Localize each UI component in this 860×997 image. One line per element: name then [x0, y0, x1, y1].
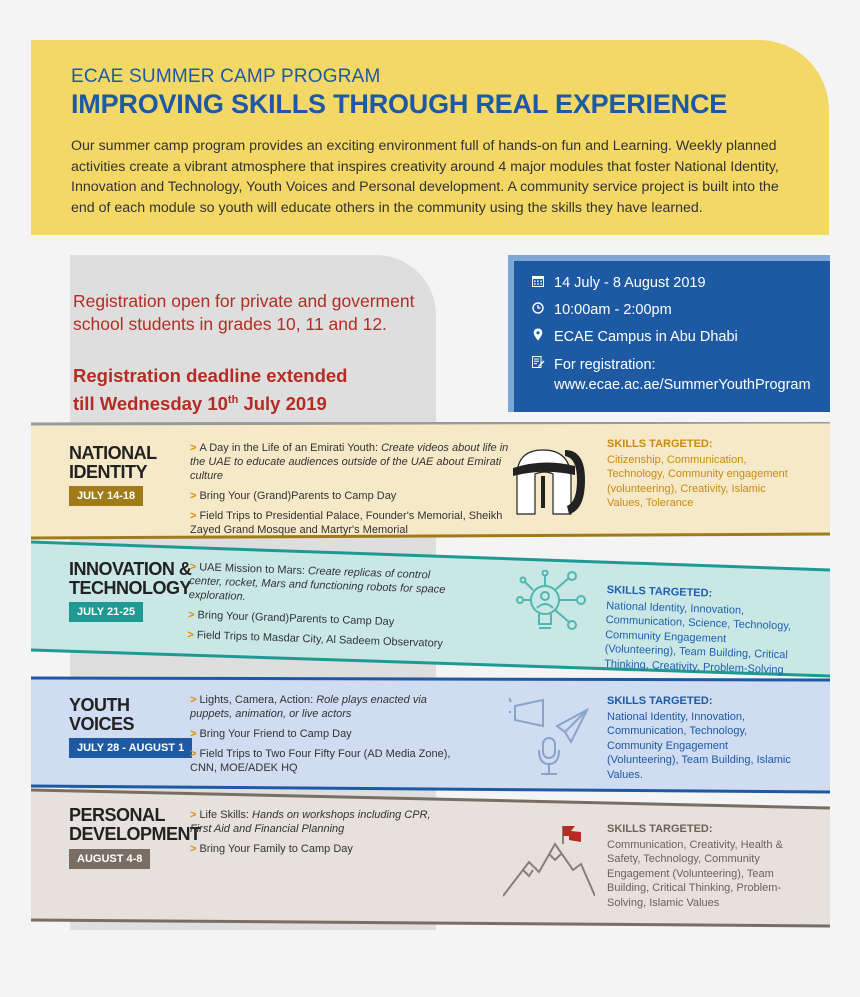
program-intro: Our summer camp program provides an exciting environment full of hands-on fun and Learning. Weekly planned activities create a vibrant atmosphere that inspires creativity around 4 major modules that foster National Identity, Innovation and Technology, Youth Voices and Personal development. A community service project is built into the end of each module so youth will educate others in the community using the skills they have learned. [71, 138, 779, 216]
header-panel [31, 40, 829, 235]
location-pin-icon [532, 328, 554, 347]
edit-form-icon [532, 355, 554, 374]
module-youth-voices [31, 676, 830, 796]
network-lightbulb-icon [515, 570, 587, 642]
module-national-identity [31, 422, 830, 540]
clock-icon [532, 301, 554, 320]
activity-item: > Life Skills: Hands on workshops including CPR, First Aid and Financial Planning [190, 809, 431, 835]
info-time-text: 10:00am - 2:00pm [554, 302, 672, 318]
activity-item: > Bring Your (Grand)Parents to Camp Day [190, 490, 397, 502]
activity-lead: Field Trips to Presidential Palace, Founder's Memorial, Sheikh Zayed Grand Mosque and Martyr's Memorial [190, 510, 503, 536]
skills-heading: SKILLS TARGETED: [607, 438, 713, 450]
module-title [69, 560, 191, 598]
module-activities [190, 808, 450, 862]
module-skills [604, 583, 797, 678]
module-title [69, 806, 201, 844]
info-dates [532, 274, 830, 293]
activity-item: > Field Trips to Presidential Palace, Founder's Memorial, Sheikh Zayed Grand Mosque and Martyr's Memorial [190, 510, 503, 536]
activity-lead: UAE Mission to Mars: [198, 561, 309, 578]
activity-lead: Bring Your (Grand)Parents to Camp Day [197, 609, 395, 629]
module-innovation-technology [31, 540, 830, 682]
deadline-sup: th [227, 394, 239, 406]
activity-lead: Life Skills: [199, 809, 253, 821]
skills-heading: SKILLS TARGETED: [606, 583, 713, 600]
activity-item: > Field Trips to Masdar City, Al Sadeem Observatory [187, 628, 444, 650]
registration-open-text: Registration open for private and goverment school students in grades 10, 11 and 12. [73, 291, 415, 334]
module-personal-development [31, 786, 830, 930]
deadline-suffix: July 2019 [238, 393, 327, 415]
skills-list: National Identity, Innovation, Communication, Science, Technology, Community Engagement (Volunteering), Team Building, Critical Thinking, Creativity, Problem-Solving [603, 599, 792, 677]
activity-lead: Bring Your Family to Camp Day [199, 843, 353, 855]
module-activities [190, 441, 515, 543]
module-date-badge: JULY 21-25 [69, 602, 143, 622]
registration-deadline [73, 364, 433, 416]
deadline-line-1: Registration deadline extended [73, 365, 348, 386]
activity-item: > A Day in the Life of an Emirati Youth: Create videos about life in the UAE to educate audiences outside of the UAE about Emirati culture [190, 442, 509, 482]
mountain-flag-icon [503, 824, 595, 898]
program-subtitle: ECAE SUMMER CAMP PROGRAM [71, 66, 381, 87]
activity-lead: Bring Your Friend to Camp Day [199, 728, 352, 740]
deadline-prefix: till Wednesday 10 [73, 393, 228, 415]
module-title-line-1: INNOVATION & [69, 559, 192, 579]
megaphone-microphone-icon [509, 696, 589, 780]
activity-detail: Create replicas of control center, rocket, Mars and functioning robots for space exploration. [188, 565, 446, 603]
skills-list: Communication, Creativity, Health & Safety, Technology, Community Engagement (Volunteering), Team Building, Critical Thinking, Problem-Solving, Islamic Values [607, 838, 783, 909]
registration-label: For registration: [554, 357, 656, 373]
info-dates-text: 14 July - 8 August 2019 [554, 275, 706, 291]
skills-heading: SKILLS TARGETED: [607, 695, 713, 707]
info-registration-text [554, 355, 811, 395]
activity-item: > Bring Your (Grand)Parents to Camp Day [187, 608, 395, 629]
activity-item: > Bring Your Friend to Camp Day [190, 728, 352, 740]
module-activities [187, 560, 460, 657]
registration-url-link[interactable]: www.ecae.ac.ae/SummerYouthProgram [554, 377, 811, 393]
activity-detail: Role plays enacted via puppets, animation, or live actors [190, 694, 427, 720]
activity-item: > Lights, Camera, Action: Role plays enacted via puppets, animation, or live actors [190, 694, 427, 720]
activity-detail: Hands on workshops including CPR, First Aid and Financial Planning [190, 809, 431, 835]
module-date-badge: JULY 14-18 [69, 486, 143, 506]
module-title-line-2: VOICES [69, 714, 135, 734]
activity-lead: Field Trips to Masdar City, Al Sadeem Observatory [196, 629, 444, 650]
module-title-line-1: NATIONAL [69, 443, 157, 463]
module-skills [607, 437, 797, 511]
module-title-line-2: TECHNOLOGY [69, 578, 192, 598]
module-title-line-1: PERSONAL [69, 805, 166, 825]
activity-lead: Field Trips to Two Four Fifty Four (AD Media Zone), CNN, MOE/ADEK HQ [190, 748, 451, 774]
activity-lead: A Day in the Life of an Emirati Youth: [199, 442, 382, 454]
activity-item: > UAE Mission to Mars: Create replicas of control center, rocket, Mars and functioning robots for space exploration. [188, 560, 446, 603]
module-skills [607, 694, 797, 783]
emirati-headdress-icon [511, 444, 589, 516]
activity-detail: Create videos about life in the UAE to educate audiences outside of the UAE about Emirati culture [190, 442, 509, 482]
info-location [532, 328, 830, 347]
activity-item: > Field Trips to Two Four Fifty Four (AD Media Zone), CNN, MOE/ADEK HQ [190, 748, 451, 774]
module-skills [607, 822, 787, 911]
program-title: IMPROVING SKILLS THROUGH REAL EXPERIENCE [71, 89, 728, 119]
module-title [69, 696, 134, 734]
activity-lead: Lights, Camera, Action: [199, 694, 317, 706]
skills-heading: SKILLS TARGETED: [607, 823, 713, 835]
info-time [532, 301, 830, 320]
calendar-icon [532, 274, 554, 293]
module-date-badge: JULY 28 - AUGUST 1 [69, 738, 192, 758]
info-registration [532, 355, 830, 395]
module-activities [190, 693, 455, 781]
deadline-line-2 [73, 388, 433, 416]
module-title [69, 444, 157, 482]
skills-list: National Identity, Innovation, Communication, Technology, Community Engagement (Volunteering), Team Building, Islamic Values. [607, 710, 791, 781]
info-location-text: ECAE Campus in Abu Dhabi [554, 329, 738, 345]
module-title-line-2: IDENTITY [69, 462, 148, 482]
skills-list: Citizenship, Communication, Technology, Community engagement (volunteering), Creativity, Islamic Values, Tolerance [607, 453, 788, 510]
activity-lead: Bring Your (Grand)Parents to Camp Day [199, 490, 397, 502]
module-title-line-1: YOUTH [69, 695, 130, 715]
activity-item: > Bring Your Family to Camp Day [190, 843, 353, 855]
module-title-line-2: DEVELOPMENT [69, 824, 201, 844]
module-date-badge: AUGUST 4-8 [69, 849, 150, 869]
event-info-box [508, 255, 830, 412]
